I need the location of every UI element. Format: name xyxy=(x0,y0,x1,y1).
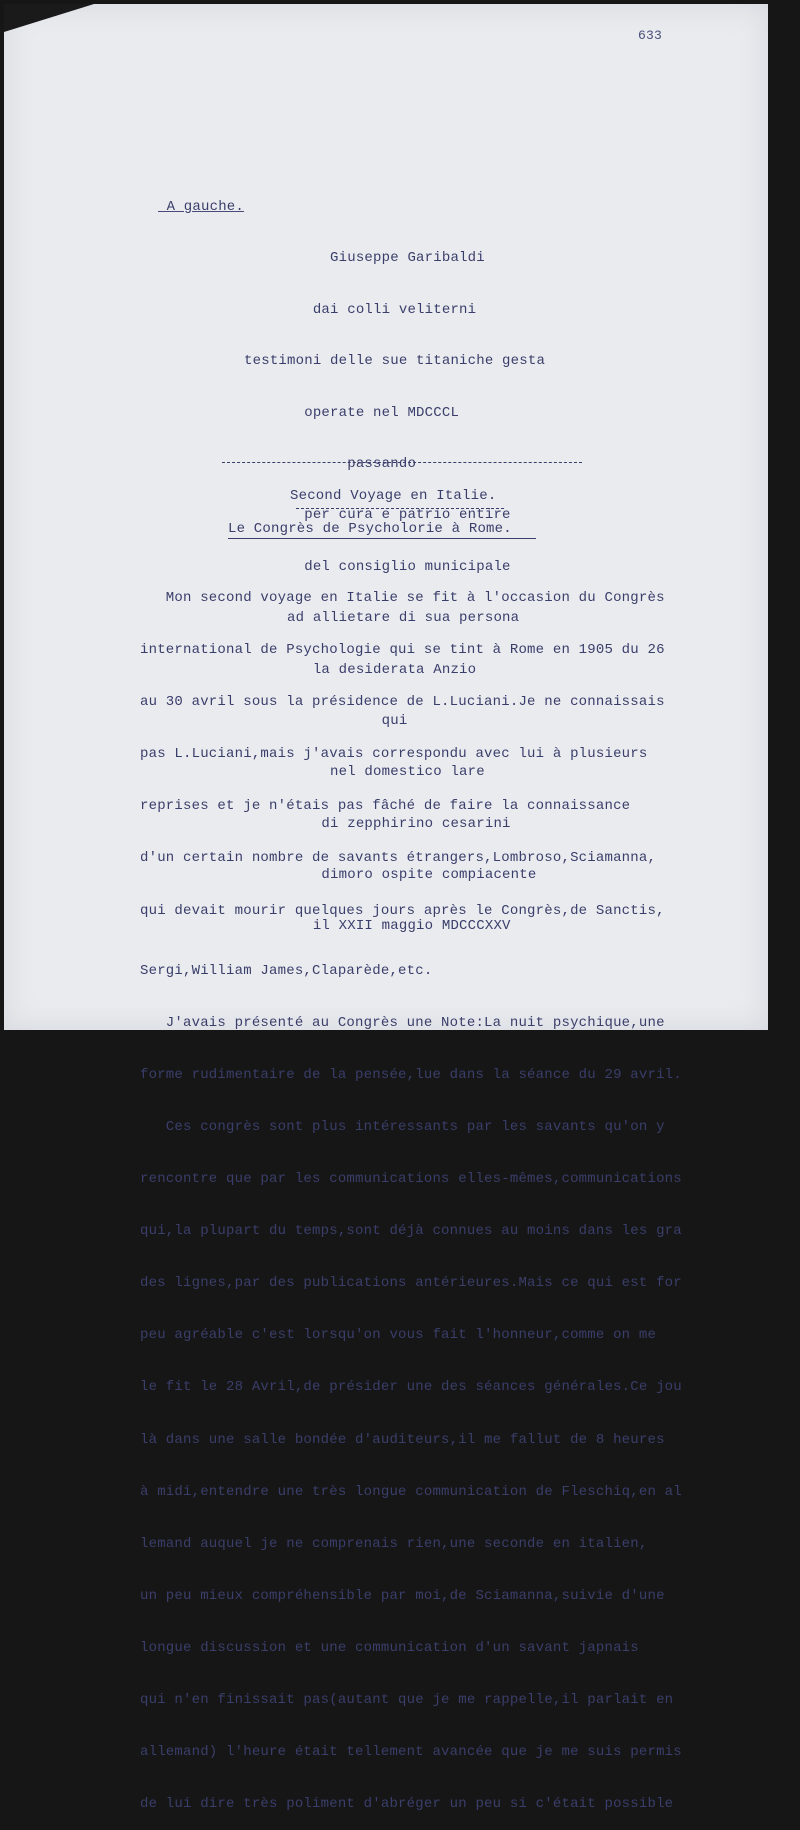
title-underline xyxy=(296,508,504,509)
body-line: Ces congrès sont plus intéressants par les savants qu'on y xyxy=(140,1118,665,1135)
dedication-line: dimoro ospite compiacente xyxy=(158,867,537,884)
body-line: qui n'en finissait pas(autant que je me rappelle,il parlait en xyxy=(140,1691,674,1708)
dedication-line: per cura e patrio entire xyxy=(158,507,511,524)
body-line: reprises et je n'étais pas fâché de faire la connaissance xyxy=(140,798,631,815)
dedication-line: la desiderata Anzio xyxy=(158,661,477,678)
body-line: allemand) l'heure était tellement avancée que je me suis permis xyxy=(140,1744,682,1761)
body-line: qui devait mourir quelques jours après le Congrès,de Sanctis, xyxy=(140,902,665,919)
section-title: Second Voyage en Italie. xyxy=(290,488,497,504)
dedication-line: dai colli veliterni xyxy=(158,301,477,318)
dedication-line: del consiglio municipale xyxy=(158,558,511,575)
body-line: Mon second voyage en Italie se fit à l'occasion du Congrès xyxy=(140,590,665,606)
dedication-line: operate nel MDCCCL xyxy=(158,404,460,421)
dedication-line: Giuseppe Garibaldi xyxy=(158,250,485,267)
dedication-line: di zepphirino cesarini xyxy=(158,815,511,832)
dedication-line: nel domestico lare xyxy=(158,764,485,781)
dedication-line: ad allietare di sua persona xyxy=(158,610,520,627)
body-line: qui,la plupart du temps,sont déjà connues au moins dans les gra xyxy=(140,1223,682,1240)
body-line: au 30 avril sous la présidence de L.Luciani.Je ne connaissais xyxy=(140,694,665,711)
body-text xyxy=(140,556,682,1830)
body-line: rencontre que par les communications elles-mêmes,communications xyxy=(140,1171,682,1188)
body-line: longue discussion et une communication d'un savant japnais xyxy=(140,1639,639,1656)
body-line: des lignes,par des publications antérieures.Mais ce qui est for xyxy=(140,1275,682,1292)
dedication-line: A gauche. xyxy=(158,199,245,215)
dedication-line: qui xyxy=(158,712,408,729)
dedication-line: passando xyxy=(158,455,417,472)
body-line: là dans une salle bondée d'auditeurs,il me fallut de 8 heures xyxy=(140,1431,665,1448)
body-line: forme rudimentaire de la pensée,lue dans la séance du 29 avril. xyxy=(140,1066,682,1083)
body-line: à midi,entendre une très longue communication de Fleschiq,en al xyxy=(140,1483,682,1500)
page-number: 633 xyxy=(638,28,663,43)
body-line: international de Psychologie qui se tint à Rome en 1905 du 26 xyxy=(140,642,665,659)
dedication-line: testimoni delle sue titaniche gesta xyxy=(158,353,546,370)
body-line: de lui dire très poliment d'abréger un peu si c'était possible xyxy=(140,1796,674,1813)
section-subtitle: Le Congrès de Psycholorie à Rome. xyxy=(228,521,512,537)
dedication-line: il XXII maggio MDCCCXXV xyxy=(158,918,511,935)
body-line: Sergi,William James,Claparède,etc. xyxy=(140,962,433,979)
body-line: le fit le 28 Avril,de présider une des séances générales.Ce jou xyxy=(140,1379,682,1396)
section-divider xyxy=(222,462,582,463)
body-line: pas L.Luciani,mais j'avais correspondu avec lui à plusieurs xyxy=(140,746,648,763)
subtitle-underline xyxy=(228,538,536,539)
body-line: d'un certain nombre de savants étrangers,Lombroso,Sciamanna, xyxy=(140,850,657,867)
body-line: un peu mieux compréhensible par moi,de Sciamanna,suivie d'une xyxy=(140,1587,665,1604)
body-line: lemand auquel je ne comprenais rien,une seconde en italien, xyxy=(140,1535,648,1552)
body-line: J'avais présenté au Congrès une Note:La nuit psychique,une xyxy=(140,1014,665,1031)
body-line: peu agréable c'est lorsqu'on vous fait l'honneur,comme on me xyxy=(140,1327,657,1344)
torn-corner xyxy=(4,4,94,32)
